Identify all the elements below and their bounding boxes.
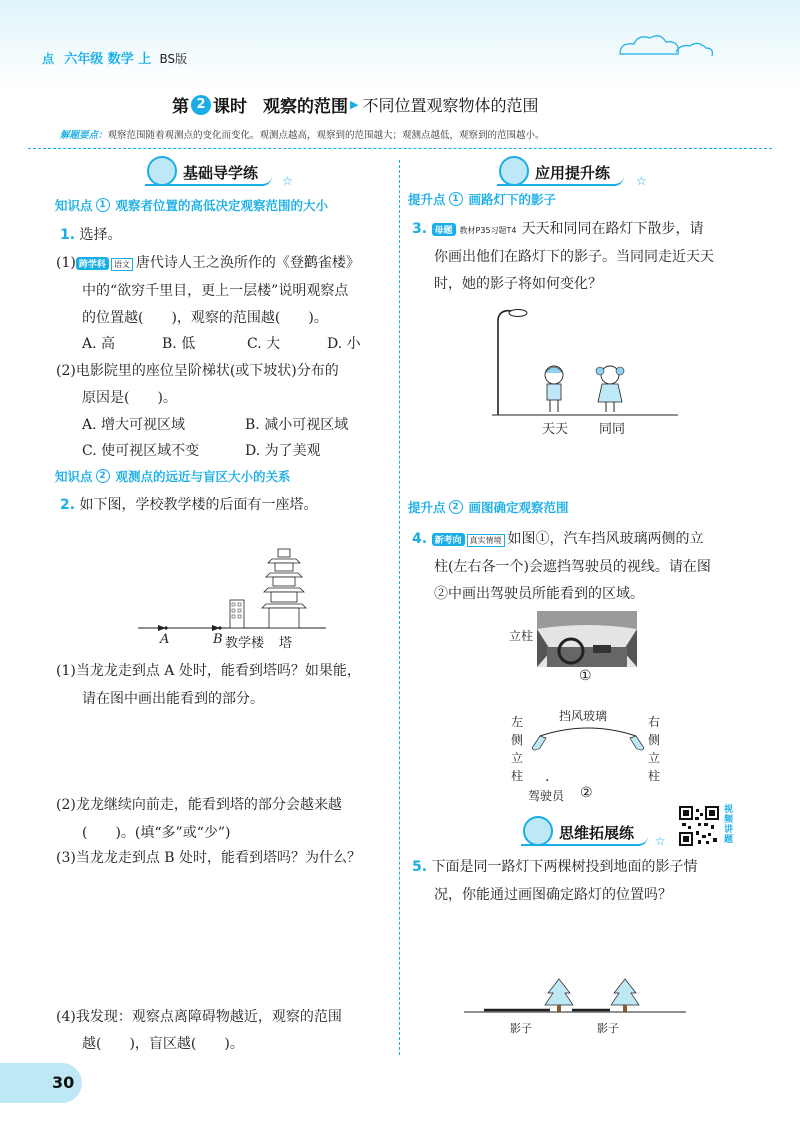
q2-text: 如下图，学校教学楼的后面有一座塔。 [79,497,318,513]
qr-code-icon[interactable] [678,805,720,847]
tp1-num: 1 [449,192,463,206]
q4-text1: 如图①，汽车挡风玻璃两侧的立 [507,531,704,547]
q2-sub2-line1: (2)龙龙继续向前走，能看到塔的部分会越来越 [56,797,342,813]
q1-part1-line1 [56,252,360,272]
kp1-num: 1 [96,198,110,212]
q1-part2-line2: 原因是( )。 [82,390,177,406]
figure-2-label: ② [580,785,593,801]
tongtong-label: 同同 [599,422,626,437]
kp1-label: 知识点 [55,198,93,213]
star-icon: ☆ [655,834,666,848]
q5-line1 [412,856,698,876]
q1-part2-line1: (2)电影院里的座位呈阶梯状(或下坡状)分布的 [56,363,339,379]
solving-tip [60,127,545,141]
q3-line1 [412,218,704,238]
building-label: 教学楼 [225,636,265,651]
pillar-label: 立柱 [509,629,534,643]
mascot-icon [147,156,177,186]
section-basic [145,160,272,186]
q1-text: 选择。 [79,227,122,243]
kp2-text: 观测点的远近与盲区大小的关系 [115,469,291,484]
triangle-icon: ▶ [350,98,359,111]
knowledge-point-2 [55,467,291,485]
tip-text: 观察范围随着观测点的变化而变化。观测点越高，观察到的范围越大；观测点越低，观察到的范围越小。 [107,130,545,141]
mascot-icon [523,816,553,846]
book-brand [42,48,187,67]
lesson-subtitle: 不同位置观察物体的范围 [362,96,539,115]
q3-text1: 天天和同同在路灯下散步，请 [521,221,704,237]
knowledge-point-1 [55,196,328,214]
tip-label: 解题要点： [60,130,108,141]
q2-sub1-line1: (1)当龙龙走到点 A 处时，能看到塔吗？如果能， [56,663,361,679]
q4-line1 [412,528,704,548]
tiantian-label: 天天 [542,422,569,437]
tp2-num: 2 [449,500,463,514]
real-context-tag: 真实情境 [467,534,505,547]
q1-number: 1. [60,227,76,243]
cloud-decoration-icon [610,28,720,62]
right-pillar-label: 右侧立柱 [648,715,661,783]
chinese-tag: 语文 [111,258,133,271]
option-b: B. 减小可视区域 [245,417,349,433]
option-d: D. 小 [327,336,361,352]
star-icon: ☆ [282,174,293,188]
lesson-prefix: 第 [172,97,189,117]
tree-shadow-figure [460,975,690,1020]
q2-sub3: (3)当龙龙走到点 B 处时，能看到塔吗？为什么？ [56,850,362,866]
q4-number: 4. [412,531,428,547]
lesson-title [172,92,538,117]
q3-line3: 时，她的影子将如何变化？ [434,276,602,292]
video-explanation-label: 视频讲题 [724,805,734,845]
car-interior-photo [537,611,637,667]
header-divider [28,148,772,149]
point-b-label: B [213,632,223,647]
q1-p1-text1: 唐代诗人王之涣所作的《登鹳雀楼》 [135,255,360,271]
left-pillar-label: 左侧立柱 [511,715,524,783]
lesson-main-title: 观察的范围 [263,97,348,117]
windshield-diagram [526,718,650,758]
new-trend-tag: 新考向 [432,533,465,546]
tree-1-icon [545,979,573,1012]
option-a: A. 增大可视区域 [82,417,186,433]
driver-point-icon: · [545,773,550,789]
option-d: D. 为了美观 [245,443,321,459]
grade-label: 六年级 数学 上 [64,52,152,67]
section-title-basic: 基础导学练 [145,160,272,186]
q5-text1: 下面是同一路灯下两棵树投到地面的影子情 [431,859,698,875]
section-thinking [521,820,648,846]
page-number-tab [0,1063,82,1103]
tp2-label: 提升点 [408,500,446,515]
column-divider [399,160,400,1055]
tp1-text: 画路灯下的影子 [468,192,557,207]
shadow-1-label: 影子 [510,1022,532,1035]
q2-sub1-line2: 请在图中画出能看到的部分。 [82,691,264,707]
figure-1-label: ① [579,668,592,684]
section-application [497,160,624,186]
brand-mark: 点 [42,52,55,66]
windshield-label: 挡风玻璃 [559,709,608,723]
option-a: A. 高 [82,336,116,352]
point-a-label: A [160,632,170,647]
q2-stem [60,494,318,514]
girl-icon [596,366,624,412]
textbook-ref: 教材P35习题T4 [459,226,517,235]
section-title-thinking: 思维拓展练 [521,820,648,846]
q2-number: 2. [60,497,76,513]
improve-point-2 [408,498,569,516]
driver-label: 驾驶员 [528,789,565,803]
mascot-icon [499,156,529,186]
page-number: 30 [52,1073,75,1092]
cross-subject-tag: 跨学科 [76,257,109,270]
tp1-label: 提升点 [408,192,446,207]
boy-icon [545,366,563,412]
mother-question-tag: 母题 [432,223,456,236]
tree-2-icon [611,979,639,1012]
q1-p1-num: (1) [56,255,76,271]
q2-sub4-line2: 越( )，盲区越( )。 [82,1036,244,1052]
star-icon: ☆ [636,174,647,188]
q2-sub4-line1: (4)我发现：观察点离障碍物越近，观察的范围 [56,1009,342,1025]
lesson-number: 2 [191,95,211,115]
option-b: B. 低 [162,336,196,352]
improve-point-1 [408,190,556,208]
option-c: C. 使可视区域不变 [82,443,200,459]
shadow-2-label: 影子 [597,1022,619,1035]
q1-part1-line2: 中的“欲穷千里目，更上一层楼”说明观察点 [82,283,349,299]
section-title-application: 应用提升练 [497,160,624,186]
q4-line2: 柱(左右各一个)会遮挡驾驶员的视线。请在图 [434,559,711,575]
q5-number: 5. [412,859,428,875]
q2-sub2-line2: ( )。(填“多”或“少”) [82,825,231,841]
q1-part1-line3: 的位置越( )，观察的范围越( )。 [82,310,328,326]
kp2-label: 知识点 [55,469,93,484]
q1-stem [60,224,122,244]
q5-line2: 况，你能通过画图确定路灯的位置吗？ [434,887,672,903]
kp1-text: 观察者位置的高低决定观察范围的大小 [115,198,329,213]
tower-label: 塔 [279,636,293,651]
streetlamp-figure [488,305,683,420]
lesson-unit: 课时 [213,97,247,117]
edition-label: BS版 [159,52,188,66]
tp2-text: 画图确定观察范围 [468,500,569,515]
kp2-num: 2 [96,469,110,483]
option-c: C. 大 [247,336,281,352]
q3-number: 3. [412,221,428,237]
q4-line3: ②中画出驾驶员所能看到的区域。 [434,586,644,602]
q3-line2: 你画出他们在路灯下的影子。当同同走近天天 [434,249,714,265]
